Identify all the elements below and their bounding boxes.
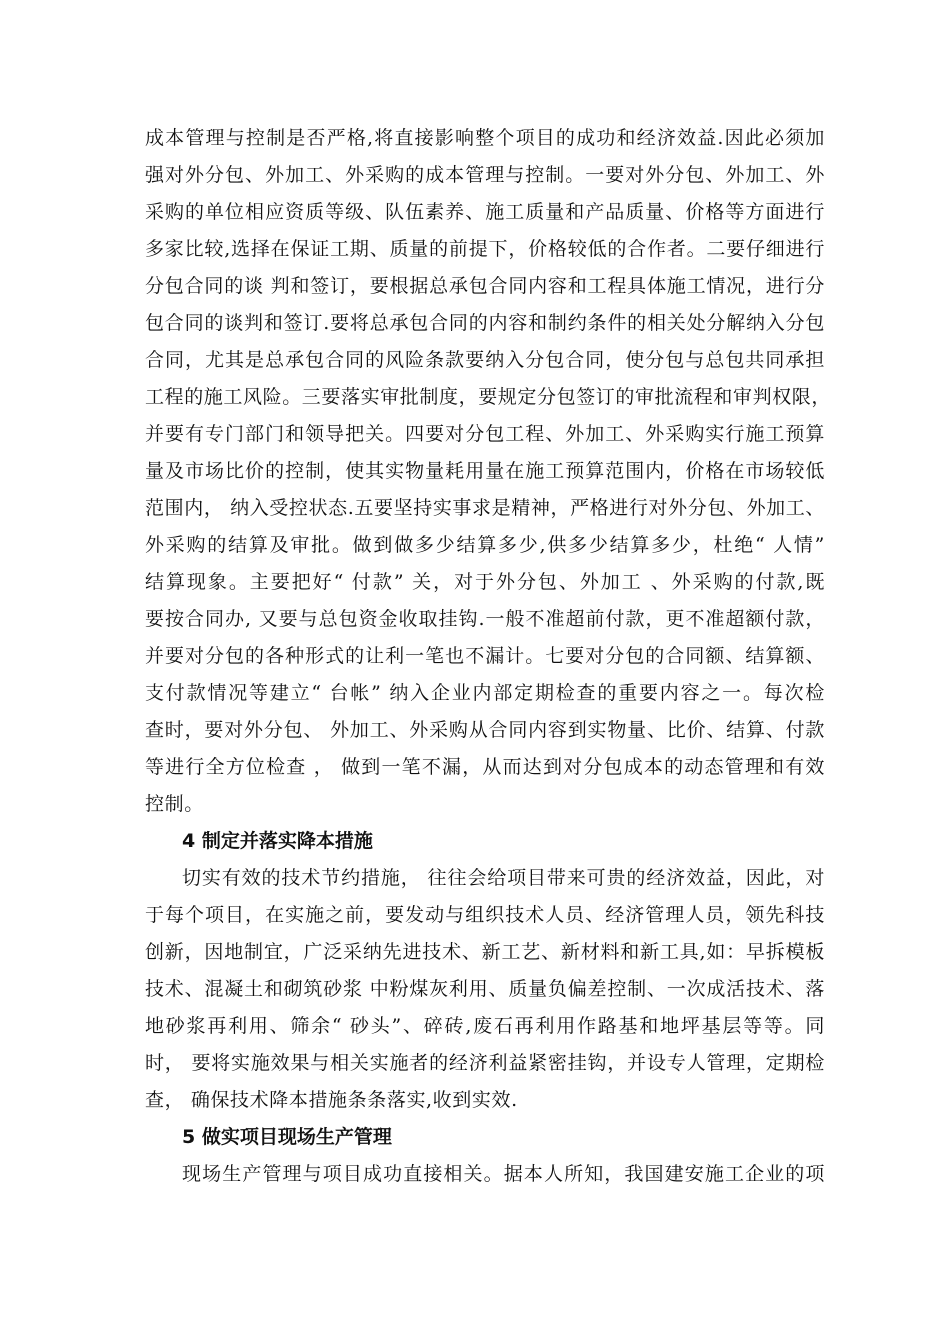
text-line: 成本管理与控制是否严格,将直接影响整个项目的成功和经济效益.因此必须加	[145, 127, 825, 149]
text-line: 控制。	[145, 793, 204, 815]
text-line: 创新，因地制宜，广泛采纳先进技术、新工艺、新材料和新工具,如：早拆模板	[145, 941, 825, 963]
text-line: 现场生产管理与项目成功直接相关。据本人所知，我国建安施工企业的项	[182, 1163, 825, 1185]
text-line: 分包合同的谈 判和签订，要根据总承包合同内容和工程具体施工情况，进行分	[145, 275, 825, 297]
text-line: 包合同的谈判和签订.要将总承包合同的内容和制约条件的相关处分解纳入分包	[145, 312, 825, 334]
text-line: 查时，要对外分包、 外加工、外采购从合同内容到实物量、比价、结算、付款	[145, 719, 825, 741]
text-line: 并要有专门部门和领导把关。四要对分包工程、外加工、外采购实行施工预算	[145, 423, 825, 445]
text-line: 强对外分包、外加工、外采购的成本管理与控制。一要对外分包、外加工、外	[145, 164, 825, 186]
text-line: 量及市场比价的控制，使其实物量耗用量在施工预算范围内，价格在市场较低	[145, 460, 825, 482]
section-heading-4: 4 制定并落实降本措施	[182, 830, 373, 852]
text-line: 时， 要将实施效果与相关实施者的经济利益紧密挂钩，并设专人管理，定期检	[145, 1052, 825, 1074]
text-line: 支付款情况等建立“ 台帐” 纳入企业内部定期检查的重要内容之一。每次检	[145, 682, 825, 704]
text-line: 采购的单位相应资质等级、队伍素养、施工质量和产品质量、价格等方面进行	[145, 201, 825, 223]
text-line: 范围内， 纳入受控状态.五要坚持实事求是精神，严格进行对外分包、外加工、	[145, 497, 825, 519]
text-line: 工程的施工风险。三要落实审批制度，要规定分包签订的审批流程和审判权限，	[145, 386, 832, 408]
text-line: 地砂浆再利用、筛余“ 砂头”、碎砖,废石再利用作路基和地坪基层等等。同	[145, 1015, 825, 1037]
text-line: 要按合同办, 又要与总包资金收取挂钩.一般不准超前付款，更不准超额付款，	[145, 608, 825, 630]
text-line: 合同，尤其是总承包合同的风险条款要纳入分包合同，使分包与总包共同承担	[145, 349, 825, 371]
text-line: 切实有效的技术节约措施， 往往会给项目带来可贵的经济效益，因此，对	[182, 867, 825, 889]
text-line: 查， 确保技术降本措施条条落实,收到实效.	[145, 1089, 518, 1111]
section-heading-5: 5 做实项目现场生产管理	[182, 1126, 392, 1148]
text-line: 并要对分包的各种形式的让利一笔也不漏计。七要对分包的合同额、结算额、	[145, 645, 825, 667]
text-line: 技术、混凝土和砌筑砂浆 中粉煤灰利用、质量负偏差控制、一次成活技术、落	[145, 978, 825, 1000]
text-line: 于每个项目，在实施之前，要发动与组织技术人员、经济管理人员，领先科技	[145, 904, 825, 926]
text-line: 多家比较,选择在保证工期、质量的前提下，价格较低的合作者。二要仔细进行	[145, 238, 825, 260]
text-line: 外采购的结算及审批。做到做多少结算多少,供多少结算多少，杜绝“ 人情”	[145, 534, 825, 556]
text-line: 等进行全方位检查 ， 做到一笔不漏，从而达到对分包成本的动态管理和有效	[145, 756, 825, 778]
text-line: 结算现象。主要把好“ 付款” 关，对于外分包、外加工 、外采购的付款,既	[145, 571, 825, 593]
